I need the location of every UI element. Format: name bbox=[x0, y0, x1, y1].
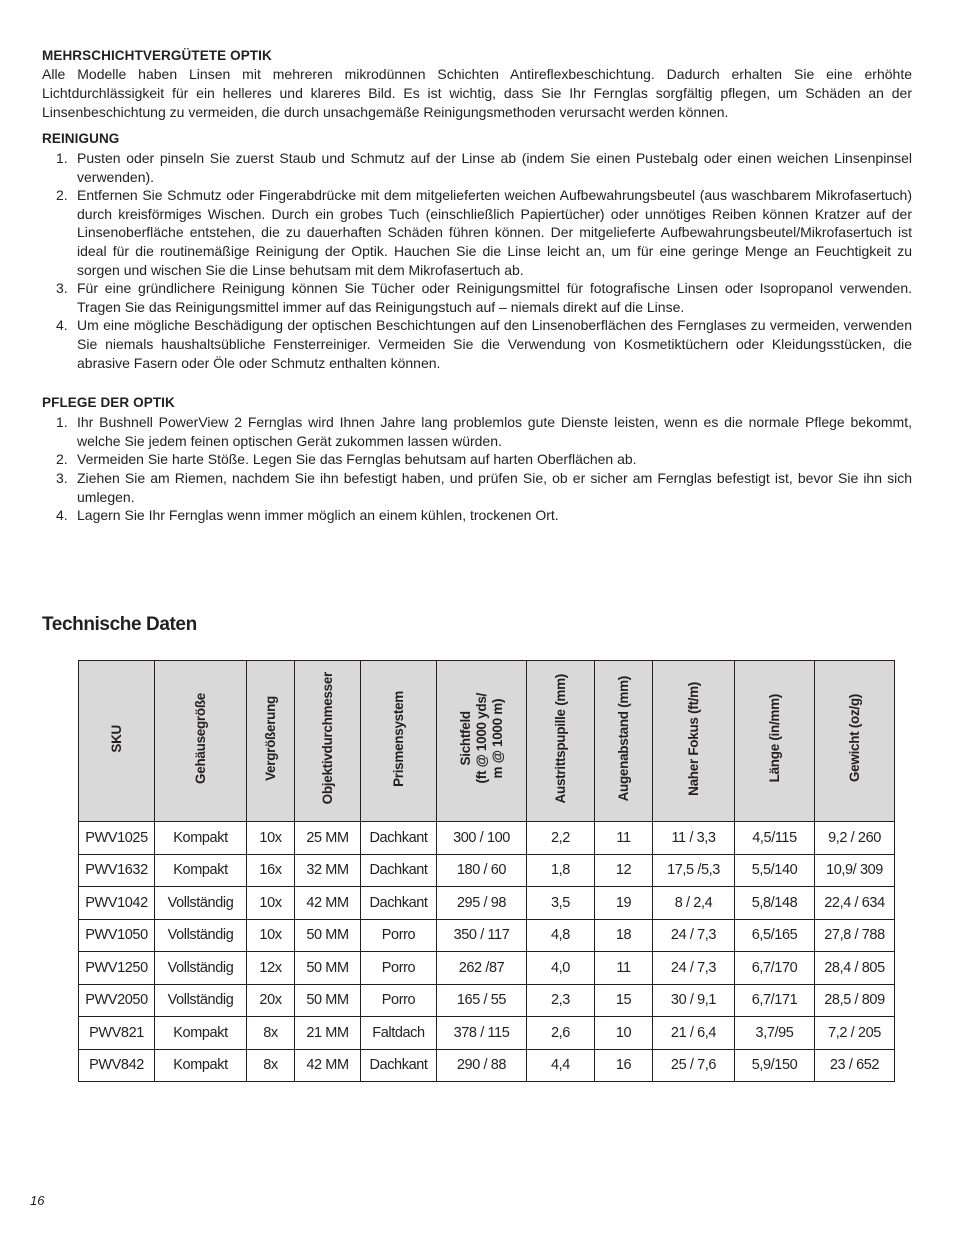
table-cell: Kompakt bbox=[155, 822, 247, 855]
column-header-line: (ft @ 1000 yds/ bbox=[473, 693, 489, 784]
table-row bbox=[79, 1017, 895, 1050]
list-item-number: 4. bbox=[56, 317, 68, 334]
list-item-number: 1. bbox=[56, 150, 68, 166]
table-cell: 17,5 /5,3 bbox=[653, 854, 735, 887]
table-cell: 4,0 bbox=[527, 952, 595, 985]
table-cell: 180 / 60 bbox=[437, 854, 527, 887]
column-header bbox=[247, 661, 295, 822]
table-cell: 24 / 7,3 bbox=[653, 952, 735, 985]
column-header-label bbox=[193, 693, 209, 784]
column-header-line: m @ 1000 m) bbox=[489, 698, 505, 779]
table-cell: Porro bbox=[361, 952, 437, 985]
table-cell: 8x bbox=[247, 1049, 295, 1082]
table-cell: 10,9/ 309 bbox=[815, 854, 895, 887]
table-cell: 50 MM bbox=[295, 952, 361, 985]
table-cell: 11 bbox=[595, 952, 653, 985]
cleaning-list bbox=[42, 149, 912, 372]
table-cell: 24 / 7,3 bbox=[653, 919, 735, 952]
table-cell: 9,2 / 260 bbox=[815, 822, 895, 855]
column-header bbox=[155, 661, 247, 822]
table-cell: 262 /87 bbox=[437, 952, 527, 985]
table-cell: PWV821 bbox=[79, 1017, 155, 1050]
column-header bbox=[527, 661, 595, 822]
table-cell: 27,8 / 788 bbox=[815, 919, 895, 952]
table-cell: 3,7/95 bbox=[735, 1017, 815, 1050]
table-cell: 8 / 2,4 bbox=[653, 887, 735, 920]
table-cell: 28,5 / 809 bbox=[815, 984, 895, 1017]
list-item bbox=[42, 413, 912, 450]
table-cell: Vollständig bbox=[155, 984, 247, 1017]
column-header-label bbox=[391, 691, 407, 787]
table-cell: 30 / 9,1 bbox=[653, 984, 735, 1017]
section-heading: REINIGUNG bbox=[42, 131, 120, 146]
column-header-line: Austrittspupille (mm) bbox=[552, 673, 568, 804]
table-cell: 2,6 bbox=[527, 1017, 595, 1050]
table-cell: 6,7/170 bbox=[735, 952, 815, 985]
column-header-line: Gehäusegröße bbox=[192, 693, 208, 784]
table-cell: 8x bbox=[247, 1017, 295, 1050]
column-header-line: Prismensystem bbox=[390, 690, 406, 787]
list-item-text: Lagern Sie Ihr Fernglas wenn immer möglich an einem kühlen, trockenen Ort. bbox=[77, 507, 559, 524]
column-header bbox=[653, 661, 735, 822]
table-cell: 10x bbox=[247, 822, 295, 855]
table-cell: Faltdach bbox=[361, 1017, 437, 1050]
column-header bbox=[361, 661, 437, 822]
table-row bbox=[79, 952, 895, 985]
table-row bbox=[79, 984, 895, 1017]
table-cell: 15 bbox=[595, 984, 653, 1017]
table-cell: 20x bbox=[247, 984, 295, 1017]
list-item-number: 1. bbox=[56, 414, 68, 431]
table-cell: 25 / 7,6 bbox=[653, 1049, 735, 1082]
list-item bbox=[42, 186, 912, 279]
column-header-line: SKU bbox=[108, 724, 124, 753]
table-cell: 21 / 6,4 bbox=[653, 1017, 735, 1050]
column-header-label bbox=[263, 696, 279, 781]
list-item-text: Vermeiden Sie harte Stöße. Legen Sie das Fernglas behutsam auf harten Oberflächen ab. bbox=[77, 451, 637, 468]
column-header-line: Länge (in/mm) bbox=[766, 694, 782, 783]
table-cell: 4,4 bbox=[527, 1049, 595, 1082]
table-row bbox=[79, 1049, 895, 1082]
table-cell: Kompakt bbox=[155, 1017, 247, 1050]
list-item-number: 3. bbox=[56, 280, 68, 297]
section-care bbox=[42, 394, 912, 525]
table-cell: 10x bbox=[247, 887, 295, 920]
table-cell: 16x bbox=[247, 854, 295, 887]
table-cell: 4,5/115 bbox=[735, 822, 815, 855]
table-cell: 50 MM bbox=[295, 919, 361, 952]
table-cell: 1,8 bbox=[527, 854, 595, 887]
table-cell: 5,8/148 bbox=[735, 887, 815, 920]
table-row bbox=[79, 887, 895, 920]
table-cell: Porro bbox=[361, 919, 437, 952]
column-header-label bbox=[109, 725, 125, 753]
table-cell: Porro bbox=[361, 984, 437, 1017]
column-header bbox=[595, 661, 653, 822]
table-cell: PWV1025 bbox=[79, 822, 155, 855]
page-number: 16 bbox=[30, 1193, 45, 1208]
table-cell: 21 MM bbox=[295, 1017, 361, 1050]
table-cell: Vollständig bbox=[155, 919, 247, 952]
table-cell: 290 / 88 bbox=[437, 1049, 527, 1082]
table-cell: 6,5/165 bbox=[735, 919, 815, 952]
table-cell: 42 MM bbox=[295, 887, 361, 920]
column-header-line: Gewicht (oz/g) bbox=[846, 694, 862, 783]
table-cell: 11 bbox=[595, 822, 653, 855]
care-list bbox=[42, 413, 912, 525]
table-header-row bbox=[79, 661, 895, 822]
list-item-number: 3. bbox=[56, 469, 68, 486]
table-row bbox=[79, 854, 895, 887]
table-cell: PWV842 bbox=[79, 1049, 155, 1082]
table-cell: Dachkant bbox=[361, 887, 437, 920]
table-cell: PWV1632 bbox=[79, 854, 155, 887]
column-header bbox=[295, 661, 361, 822]
column-header-label bbox=[458, 693, 506, 783]
table-cell: 18 bbox=[595, 919, 653, 952]
page-content bbox=[42, 47, 912, 525]
list-item-text: Entfernen Sie Schmutz oder Fingerabdrücke mit dem mitgelieferten weichen Aufbewahrungsbeutel (aus waschbarem Mikrofasertuch) durch kreisförmiges Wischen. Durch ein grobes Tuch (einschließlich Papiertücher) oder unnötiges Reiben können Kratzer auf der Linsenoberfläche entstehen, die zu dauerhaften Schäden führen können. Der mitgelieferte Aufbewahrungsbeutel/Mikrofasertuch ist ideal für die routinemäßige Reinigung der Optik. Hauchen Sie die Linse leicht an, um für eine geringe Menge an Feuchtigkeit zu sorgen und wischen Sie die Linse behutsam mit dem Mikrofasertuch ab. bbox=[77, 187, 912, 278]
column-header-label bbox=[320, 672, 336, 804]
table-cell: 2,2 bbox=[527, 822, 595, 855]
section-paragraph: Alle Modelle haben Linsen mit mehreren mikrodünnen Schichten Antireflexbeschichtung. Dadurch erhalten Sie eine erhöhte Lichtdurchlässigkeit für ein helleres und klareres Bild. Es ist wichtig, dass Sie Ihr Fernglas sorgfältig pflegen, um Schäden an der Linsenbeschichtung zu vermeiden, die durch unsachgemäße Reinigungsmethoden verursacht werden können. bbox=[42, 66, 912, 120]
column-header-label bbox=[616, 676, 632, 801]
table-cell: 5,9/150 bbox=[735, 1049, 815, 1082]
specs-title: Technische Daten bbox=[42, 614, 197, 635]
table-cell: 350 / 117 bbox=[437, 919, 527, 952]
table-cell: 10 bbox=[595, 1017, 653, 1050]
list-item-text: Ihr Bushnell PowerView 2 Fernglas wird Ihnen Jahre lang problemlos gute Dienste leisten, wenn es die normale Pflege bekommt, welche Sie jedem feinen optischen Gerät zukommen lassen würden. bbox=[77, 414, 912, 449]
list-item bbox=[42, 316, 912, 372]
table-cell: Vollständig bbox=[155, 952, 247, 985]
table-row bbox=[79, 822, 895, 855]
table-cell: 378 / 115 bbox=[437, 1017, 527, 1050]
list-item bbox=[42, 149, 912, 186]
table-cell: 19 bbox=[595, 887, 653, 920]
column-header-line: Naher Fokus (ft/m) bbox=[685, 681, 701, 796]
table-cell: 10x bbox=[247, 919, 295, 952]
list-item bbox=[42, 279, 912, 316]
table-cell: PWV2050 bbox=[79, 984, 155, 1017]
column-header bbox=[79, 661, 155, 822]
table-cell: 22,4 / 634 bbox=[815, 887, 895, 920]
table-cell: Kompakt bbox=[155, 854, 247, 887]
table-cell: 4,8 bbox=[527, 919, 595, 952]
table-cell: 25 MM bbox=[295, 822, 361, 855]
table-cell: 16 bbox=[595, 1049, 653, 1082]
table-cell: 23 / 652 bbox=[815, 1049, 895, 1082]
table-cell: Dachkant bbox=[361, 1049, 437, 1082]
table-cell: 42 MM bbox=[295, 1049, 361, 1082]
section-coating bbox=[42, 47, 912, 122]
table-cell: PWV1250 bbox=[79, 952, 155, 985]
table-row bbox=[79, 919, 895, 952]
column-header bbox=[815, 661, 895, 822]
table-cell: 2,3 bbox=[527, 984, 595, 1017]
column-header-label bbox=[686, 682, 702, 796]
list-item-number: 2. bbox=[56, 451, 68, 468]
table-cell: Vollständig bbox=[155, 887, 247, 920]
column-header-line: Augenabstand (mm) bbox=[615, 675, 631, 802]
column-header-line: Objektivdurchmesser bbox=[319, 672, 335, 805]
list-item-number: 2. bbox=[56, 187, 68, 204]
table-cell: 7,2 / 205 bbox=[815, 1017, 895, 1050]
list-item bbox=[42, 469, 912, 506]
section-heading: PFLEGE DER OPTIK bbox=[42, 395, 175, 411]
column-header-label bbox=[553, 674, 569, 803]
section-heading: MEHRSCHICHTVERGÜTETE OPTIK bbox=[42, 48, 272, 63]
list-item-text: Pusten oder pinseln Sie zuerst Staub und Schmutz auf der Linse ab (indem Sie einen Pustebalg oder einen weichen Linsenpinsel verwenden). bbox=[77, 150, 912, 185]
table-cell: Kompakt bbox=[155, 1049, 247, 1082]
column-header-line: Sichtfeld bbox=[457, 711, 473, 766]
table-cell: PWV1050 bbox=[79, 919, 155, 952]
table-cell: 3,5 bbox=[527, 887, 595, 920]
column-header bbox=[735, 661, 815, 822]
table-cell: 32 MM bbox=[295, 854, 361, 887]
table-cell: Dachkant bbox=[361, 854, 437, 887]
table-cell: 6,7/171 bbox=[735, 984, 815, 1017]
list-item-text: Um eine mögliche Beschädigung der optischen Beschichtungen auf den Linsenoberflächen des Fernglases zu vermeiden, verwenden Sie niemals haushaltsübliche Fensterreiniger. Vermeiden Sie die Verwendung von Kosmetiktüchern oder Kleidungsstücken, die abrasive Fasern oder Öle oder Schmutz enthalten können. bbox=[77, 317, 912, 371]
section-cleaning bbox=[42, 130, 912, 372]
table-cell: 165 / 55 bbox=[437, 984, 527, 1017]
column-header-label bbox=[847, 694, 863, 782]
table-cell: 5,5/140 bbox=[735, 854, 815, 887]
specs-table bbox=[78, 660, 895, 1082]
table-cell: 300 / 100 bbox=[437, 822, 527, 855]
table-cell: 12 bbox=[595, 854, 653, 887]
list-item-number: 4. bbox=[56, 507, 68, 524]
table-body bbox=[79, 822, 895, 1082]
table-cell: Dachkant bbox=[361, 822, 437, 855]
table-cell: 12x bbox=[247, 952, 295, 985]
table-cell: 50 MM bbox=[295, 984, 361, 1017]
table-cell: 295 / 98 bbox=[437, 887, 527, 920]
table-cell: 28,4 / 805 bbox=[815, 952, 895, 985]
list-item-text: Für eine gründlichere Reinigung können Sie Tücher oder Reinigungsmittel für fotografische Linsen oder Isopropanol verwenden. Tragen Sie das Reinigungsmittel immer auf das Reinigungstuch auf – niemals direkt auf die Linse. bbox=[77, 280, 912, 315]
column-header bbox=[437, 661, 527, 822]
column-header-line: Vergrößerung bbox=[262, 696, 278, 781]
table-cell: 11 / 3,3 bbox=[653, 822, 735, 855]
table-cell: PWV1042 bbox=[79, 887, 155, 920]
column-header-label bbox=[767, 694, 783, 782]
list-item bbox=[42, 506, 912, 525]
list-item bbox=[42, 450, 912, 469]
list-item-text: Ziehen Sie am Riemen, nachdem Sie ihn befestigt haben, und prüfen Sie, ob er sicher am Fernglas befestigt ist, bevor Sie ihn sich umlegen. bbox=[77, 469, 912, 505]
